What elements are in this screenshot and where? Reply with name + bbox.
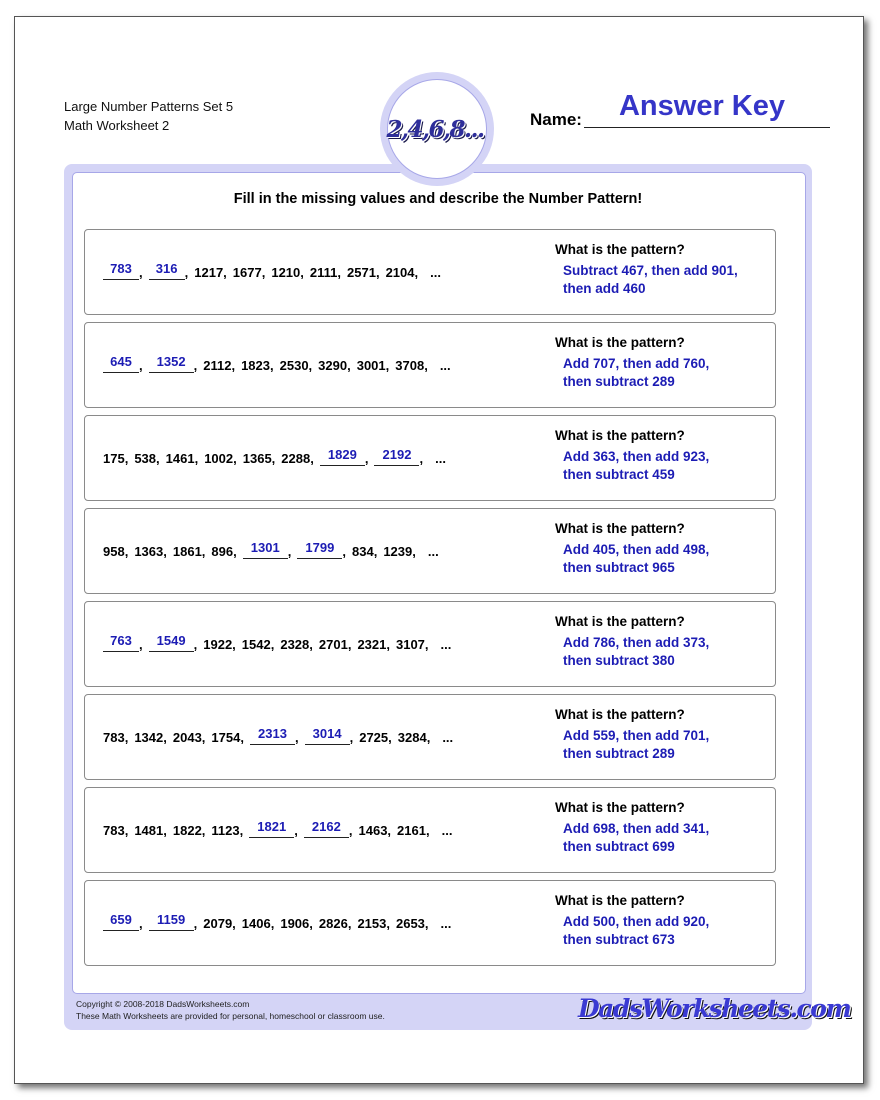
- sequence-term: 2161: [397, 823, 426, 838]
- separator: ,: [424, 358, 428, 373]
- sequence-term: 783: [103, 730, 125, 745]
- problem-row: [84, 508, 776, 594]
- problem-row: [84, 229, 776, 315]
- pattern-answer-line-1: Add 786, then add 373,: [563, 635, 710, 650]
- answer-blank: 1829: [320, 447, 365, 466]
- separator: ,: [193, 916, 198, 931]
- separator: ,: [385, 358, 390, 373]
- usage-notice: These Math Worksheets are provided for personal, homeschool or classroom use.: [76, 1011, 385, 1021]
- brand-logo: DadsWorksheets.com: [578, 994, 851, 1023]
- sequence-term: 1363: [134, 544, 164, 559]
- number-sequence: [103, 726, 454, 745]
- separator: ,: [294, 730, 299, 745]
- separator: ,: [163, 730, 167, 745]
- separator: ,: [347, 916, 352, 931]
- separator: ,: [348, 823, 353, 838]
- ellipsis: ...: [440, 637, 452, 652]
- pattern-answer: [563, 634, 763, 670]
- separator: ,: [386, 637, 390, 652]
- separator: ,: [139, 265, 143, 280]
- number-sequence: [103, 354, 451, 373]
- pattern-answer-line-1: Add 707, then add 760,: [563, 356, 710, 371]
- separator: ,: [201, 544, 206, 559]
- ellipsis: ...: [435, 451, 446, 466]
- separator: ,: [387, 823, 392, 838]
- separator: ,: [184, 265, 189, 280]
- name-label: Name:: [530, 110, 582, 129]
- pattern-answer: [563, 820, 763, 856]
- separator: ,: [412, 544, 416, 559]
- separator: ,: [271, 451, 276, 466]
- sequence-term: 896: [211, 544, 234, 559]
- sequence-term: 2653: [395, 916, 425, 931]
- pattern-answer-line-1: Add 363, then add 923,: [563, 449, 710, 464]
- pattern-answer-line-1: Add 559, then add 701,: [563, 728, 710, 743]
- sequence-term: 2571: [347, 265, 376, 280]
- answer-blank: 316: [149, 261, 185, 280]
- sequence-term: 3107: [395, 637, 425, 652]
- separator: ,: [124, 544, 129, 559]
- pattern-question: What is the pattern?: [555, 428, 685, 443]
- number-sequence: [103, 540, 439, 559]
- separator: ,: [233, 451, 237, 466]
- separator: ,: [308, 358, 313, 373]
- pattern-answer-line-2: then subtract 380: [563, 653, 675, 668]
- pattern-question: What is the pattern?: [555, 242, 685, 257]
- copyright-text: Copyright © 2008-2018 DadsWorksheets.com: [76, 999, 250, 1009]
- separator: ,: [240, 730, 244, 745]
- title-line-1: Large Number Patterns Set 5: [64, 99, 234, 114]
- pattern-answer-line-1: Add 405, then add 498,: [563, 542, 710, 557]
- sequence-term: 3708: [395, 358, 425, 373]
- separator: ,: [232, 637, 236, 652]
- problem-row: [84, 787, 776, 873]
- answer-blank: 2313: [250, 726, 295, 745]
- sequence-term: 1861: [172, 544, 202, 559]
- pattern-answer-line-2: then subtract 289: [563, 374, 675, 389]
- ellipsis: ...: [440, 916, 452, 931]
- separator: ,: [309, 637, 313, 652]
- sequence-term: 1239: [383, 544, 413, 559]
- separator: ,: [139, 916, 143, 931]
- pattern-answer-line-1: Subtract 467, then add 901,: [563, 263, 738, 278]
- number-sequence: [103, 633, 452, 652]
- worksheet-title: [64, 97, 233, 135]
- separator: ,: [194, 451, 199, 466]
- sequence-term: 3001: [356, 358, 386, 373]
- pattern-answer-line-1: Add 698, then add 341,: [563, 821, 710, 836]
- sequence-term: 1463: [358, 823, 388, 838]
- sequence-term: 1542: [241, 637, 271, 652]
- answer-blank: 645: [103, 354, 139, 373]
- separator: ,: [139, 358, 143, 373]
- sequence-term: 2079: [203, 916, 233, 931]
- separator: ,: [270, 358, 274, 373]
- separator: ,: [337, 265, 342, 280]
- ellipsis: ...: [441, 823, 453, 838]
- problem-row: [84, 415, 776, 501]
- logo-badge: [387, 79, 487, 179]
- separator: ,: [364, 451, 369, 466]
- ellipsis: ...: [427, 544, 439, 559]
- answer-blank: 1159: [149, 912, 194, 931]
- ellipsis: ...: [430, 265, 441, 280]
- separator: ,: [424, 916, 429, 931]
- answer-blank: 783: [103, 261, 139, 280]
- pattern-question: What is the pattern?: [555, 800, 685, 815]
- separator: ,: [414, 265, 419, 280]
- sequence-term: 1461: [165, 451, 195, 466]
- title-line-2: Math Worksheet 2: [64, 118, 170, 133]
- sequence-term: 1210: [271, 265, 301, 280]
- sequence-term: 1822: [172, 823, 202, 838]
- separator: ,: [373, 544, 378, 559]
- separator: ,: [124, 451, 129, 466]
- separator: ,: [375, 265, 380, 280]
- separator: ,: [239, 823, 244, 838]
- sequence-term: 1002: [204, 451, 234, 466]
- separator: ,: [347, 358, 351, 373]
- separator: ,: [270, 916, 275, 931]
- problem-row: [84, 322, 776, 408]
- pattern-answer-line-2: then subtract 699: [563, 839, 675, 854]
- answer-blank: 1352: [149, 354, 194, 373]
- sequence-term: 2043: [172, 730, 202, 745]
- separator: ,: [287, 544, 292, 559]
- sequence-term: 783: [103, 823, 125, 838]
- pattern-answer-line-2: then subtract 289: [563, 746, 675, 761]
- separator: ,: [309, 916, 313, 931]
- separator: ,: [233, 544, 237, 559]
- problem-row: [84, 694, 776, 780]
- separator: ,: [425, 823, 430, 838]
- sequence-term: 1365: [242, 451, 272, 466]
- answer-blank: 659: [103, 912, 139, 931]
- separator: ,: [294, 823, 298, 838]
- sequence-term: 538: [134, 451, 157, 466]
- separator: ,: [163, 544, 167, 559]
- sequence-term: 3290: [318, 358, 348, 373]
- separator: ,: [349, 730, 354, 745]
- answer-blank: 1821: [249, 819, 294, 838]
- sequence-term: 1922: [203, 637, 233, 652]
- number-sequence: [103, 912, 452, 931]
- problem-row: [84, 880, 776, 966]
- sequence-term: 2530: [279, 358, 309, 373]
- sequence-term: 2826: [318, 916, 348, 931]
- sequence-term: 1217: [194, 265, 224, 280]
- number-sequence: [103, 447, 446, 466]
- sequence-term: 1677: [232, 265, 262, 280]
- sequence-term: 2321: [357, 637, 387, 652]
- separator: ,: [139, 637, 143, 652]
- sequence-term: 2153: [357, 916, 387, 931]
- sequence-term: 1754: [211, 730, 241, 745]
- sequence-term: 1342: [134, 730, 164, 745]
- pattern-question: What is the pattern?: [555, 614, 685, 629]
- answer-blank: 2162: [304, 819, 349, 838]
- separator: ,: [300, 265, 304, 280]
- answer-blank: 1301: [243, 540, 288, 559]
- number-sequence: [103, 819, 453, 838]
- separator: ,: [124, 730, 129, 745]
- answer-blank: 1799: [297, 540, 342, 559]
- separator: ,: [124, 823, 129, 838]
- pattern-answer-line-2: then subtract 965: [563, 560, 675, 575]
- separator: ,: [201, 823, 206, 838]
- answer-blank: 2192: [374, 447, 419, 466]
- sequence-term: 834: [352, 544, 374, 559]
- separator: ,: [386, 916, 390, 931]
- sequence-term: 2111: [309, 265, 338, 280]
- separator: ,: [193, 637, 198, 652]
- answer-blank: 1549: [149, 633, 194, 652]
- sequence-term: 1481: [134, 823, 164, 838]
- sequence-term: 1906: [280, 916, 310, 931]
- separator: ,: [156, 451, 160, 466]
- sequence-term: 958: [103, 544, 125, 559]
- sequence-term: 2288: [281, 451, 311, 466]
- sequence-term: 1123: [211, 823, 240, 838]
- sequence-term: 2104: [385, 265, 415, 280]
- pattern-answer: [563, 448, 763, 484]
- separator: ,: [342, 544, 346, 559]
- pattern-answer: [563, 913, 763, 949]
- pattern-answer-line-1: Add 500, then add 920,: [563, 914, 710, 929]
- ellipsis: ...: [439, 358, 451, 373]
- separator: ,: [426, 730, 431, 745]
- sequence-term: 175: [103, 451, 125, 466]
- sequence-term: 2701: [318, 637, 348, 652]
- pattern-question: What is the pattern?: [555, 521, 685, 536]
- pattern-answer: [563, 262, 763, 298]
- separator: ,: [310, 451, 314, 466]
- pattern-question: What is the pattern?: [555, 335, 685, 350]
- separator: ,: [419, 451, 424, 466]
- separator: ,: [424, 637, 429, 652]
- separator: ,: [193, 358, 198, 373]
- pattern-question: What is the pattern?: [555, 893, 685, 908]
- pattern-answer-line-2: then subtract 673: [563, 932, 675, 947]
- answer-blank: 763: [103, 633, 139, 652]
- sequence-term: 2112: [203, 358, 232, 373]
- answer-blank: 3014: [305, 726, 350, 745]
- pattern-question: What is the pattern?: [555, 707, 685, 722]
- pattern-answer-line-2: then add 460: [563, 281, 646, 296]
- logo-text: 2,4,6,8...: [386, 115, 484, 143]
- separator: ,: [163, 823, 167, 838]
- problem-row: [84, 601, 776, 687]
- pattern-answer: [563, 541, 763, 577]
- separator: ,: [347, 637, 352, 652]
- number-sequence: [103, 261, 441, 280]
- pattern-answer: [563, 355, 763, 391]
- sequence-term: 2725: [359, 730, 389, 745]
- pattern-answer: [563, 727, 763, 763]
- sequence-term: 1406: [241, 916, 271, 931]
- sequence-term: 2328: [280, 637, 310, 652]
- separator: ,: [270, 637, 275, 652]
- separator: ,: [388, 730, 392, 745]
- separator: ,: [231, 358, 236, 373]
- sequence-term: 1823: [241, 358, 270, 373]
- separator: ,: [232, 916, 236, 931]
- footer: [76, 998, 385, 1022]
- sequence-term: 3284: [397, 730, 427, 745]
- pattern-answer-line-2: then subtract 459: [563, 467, 675, 482]
- name-underline: [584, 127, 830, 128]
- separator: ,: [201, 730, 206, 745]
- ellipsis: ...: [442, 730, 454, 745]
- separator: ,: [223, 265, 227, 280]
- answer-key-title: Answer Key: [618, 90, 785, 122]
- instructions: Fill in the missing values and describe the Number Pattern!: [233, 191, 643, 207]
- separator: ,: [261, 265, 266, 280]
